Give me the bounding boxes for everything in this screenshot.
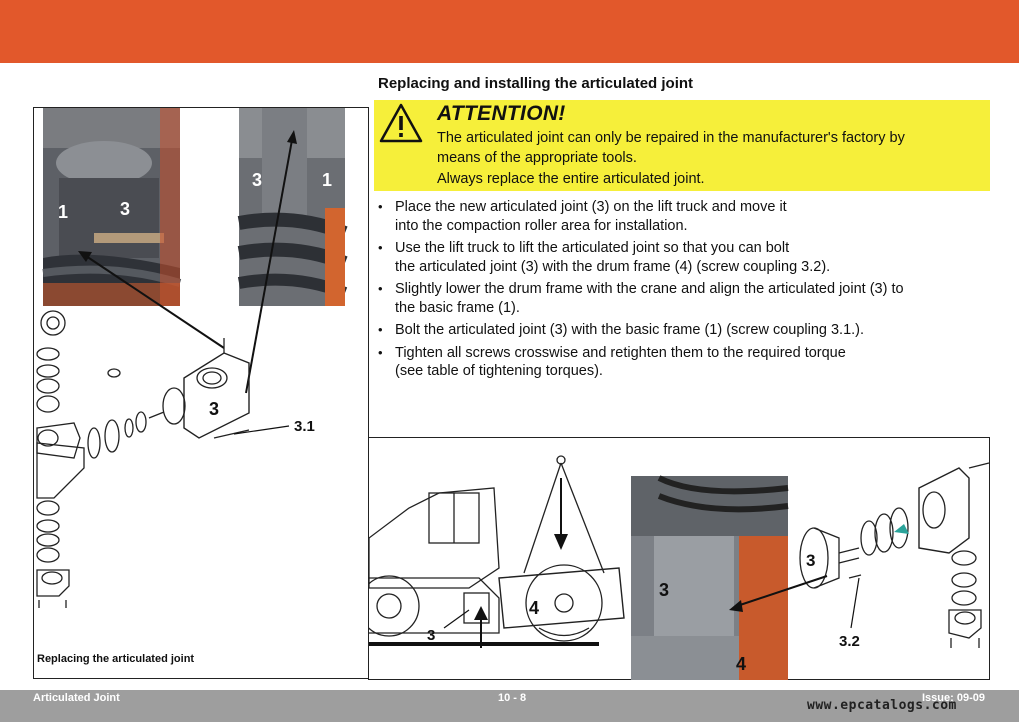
figure-left bbox=[33, 107, 369, 679]
footer-chapter: Articulated Joint bbox=[33, 692, 120, 704]
header-bar bbox=[0, 0, 1019, 63]
label-1: 1 bbox=[322, 170, 333, 190]
figure-caption: Replacing the articulated joint bbox=[37, 653, 195, 665]
label-3: 3 bbox=[806, 551, 816, 570]
exploded-parts-drawing bbox=[37, 311, 249, 608]
label-3: 3 bbox=[120, 199, 131, 219]
attention-box bbox=[374, 100, 990, 191]
label-3: 3 bbox=[427, 627, 436, 644]
photo-drum-frame bbox=[631, 476, 788, 680]
roller-crane-drawing bbox=[369, 456, 624, 641]
instruction-step bbox=[378, 321, 998, 340]
attention-line: means of the appropriate tools. bbox=[437, 150, 637, 166]
warning-triangle-icon bbox=[379, 103, 423, 143]
label-1: 1 bbox=[58, 202, 69, 222]
label-4: 4 bbox=[529, 598, 540, 618]
installation-illustration bbox=[369, 438, 991, 681]
label-3: 3 bbox=[659, 580, 670, 600]
figure-right bbox=[368, 437, 990, 680]
label-3-1: 3.1 bbox=[294, 418, 315, 435]
section-title: Replacing and installing the articulated joint bbox=[378, 75, 694, 92]
instruction-step bbox=[378, 198, 998, 235]
label-4: 4 bbox=[736, 654, 747, 674]
label-3-2: 3.2 bbox=[839, 633, 860, 650]
footer-issue: Issue: 09-09 bbox=[922, 692, 985, 704]
label-3: 3 bbox=[209, 399, 220, 419]
label-3: 3 bbox=[252, 170, 263, 190]
step-text: Bolt the articulated joint (3) with the basic frame (1) (screw coupling 3.1.). bbox=[395, 322, 865, 338]
instruction-step bbox=[378, 344, 998, 381]
watermark: www.epcatalogs.com bbox=[807, 698, 957, 713]
step-text: Slightly lower the drum frame with the crane and align the articulated joint (3) to the basic frame (1). bbox=[395, 281, 904, 316]
instruction-list bbox=[378, 198, 998, 385]
articulated-joint-illustration bbox=[34, 108, 370, 680]
step-text: Place the new articulated joint (3) on the lift truck and move it into the compaction roller area for installation. bbox=[395, 199, 787, 234]
instruction-step bbox=[378, 239, 998, 276]
instruction-step bbox=[378, 280, 998, 317]
exploded-drum-parts-drawing bbox=[800, 463, 989, 648]
attention-line: The articulated joint can only be repaired in the manufacturer's factory by bbox=[437, 130, 905, 146]
attention-title: ATTENTION! bbox=[437, 102, 566, 125]
attention-line: Always replace the entire articulated joint. bbox=[437, 171, 705, 187]
footer-page-number: 10 - 8 bbox=[498, 692, 527, 704]
step-text: Tighten all screws crosswise and retighten them to the required torque (see table of tightening torques). bbox=[395, 344, 846, 379]
step-text: Use the lift truck to lift the articulated joint so that you can bolt the articulated joint (3) with the drum frame (4) (screw coupling 3.2). bbox=[395, 240, 831, 275]
